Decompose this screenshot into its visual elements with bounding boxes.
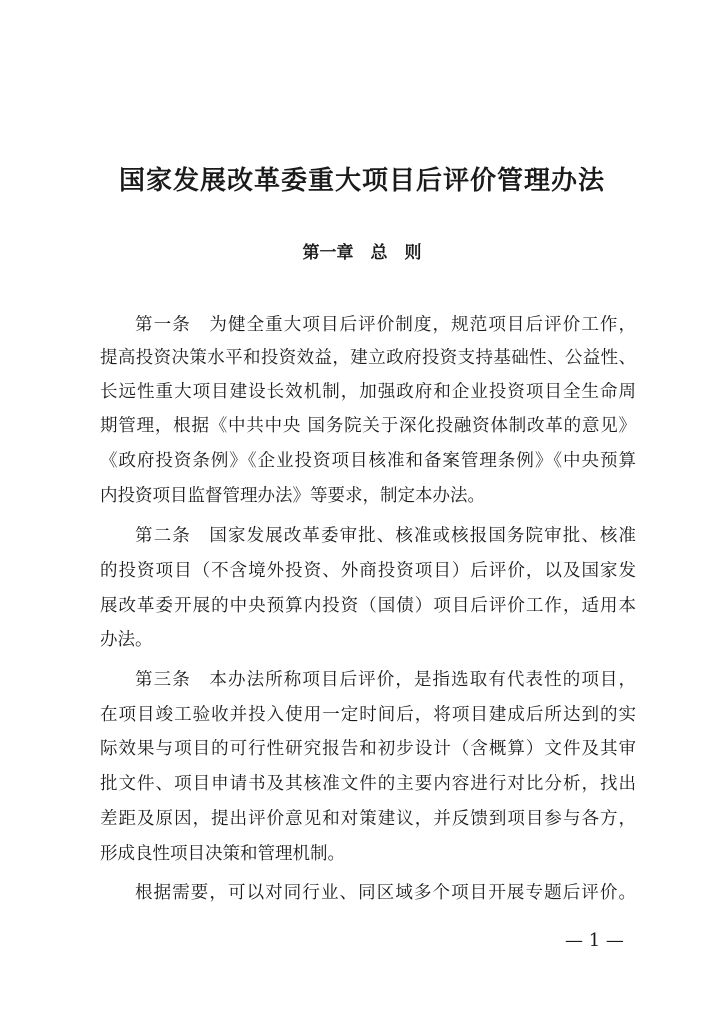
- article-1-line-4: 期管理，根据《中共中央 国务院关于深化投融资体制改革的意见》: [100, 416, 636, 436]
- article-1-line-6: 内投资项目监督管理办法》等要求，制定本办法。: [100, 486, 485, 506]
- article-3-line-1: 第三条 本办法所称项目后评价，是指选取有代表性的项目，: [135, 670, 637, 690]
- article-3-line-2: 在项目竣工验收并投入使用一定时间后，将项目建成后所达到的实: [100, 705, 636, 725]
- article-2-line-4: 办法。: [100, 630, 153, 650]
- article-1-label: 第一条: [135, 315, 191, 335]
- article-3-line-6: 形成良性项目决策和管理机制。: [100, 844, 345, 864]
- article-3-line-4: 批文件、项目申请书及其核准文件的主要内容进行对比分析，找出: [100, 774, 636, 794]
- page-number: — 1 —: [565, 930, 624, 951]
- article-2-label: 第二条: [135, 526, 191, 546]
- chapter-heading: 第一章 总 则: [302, 243, 422, 263]
- article-3-label: 第三条: [135, 670, 191, 690]
- article-2-line-3: 展改革委开展的中央预算内投资（国债）项目后评价工作，适用本: [100, 596, 636, 616]
- document-title: 国家发展改革委重大项目后评价管理办法: [118, 166, 605, 196]
- article-1-line-1: 第一条 为健全重大项目后评价制度，规范项目后评价工作，: [135, 315, 637, 335]
- article-2-line-2: 的投资项目（不含境外投资、外商投资项目）后评价，以及国家发: [100, 561, 636, 581]
- article-3-line-3: 际效果与项目的可行性研究报告和初步设计（含概算）文件及其审: [100, 739, 636, 759]
- article-1-line-3: 长远性重大项目建设长效机制，加强政府和企业投资项目全生命周: [100, 382, 636, 402]
- article-1-line-5: 《政府投资条例》《企业投资项目核准和备案管理条例》《中央预算: [100, 451, 636, 471]
- article-2-line-1: 第二条 国家发展改革委审批、核准或核报国务院审批、核准: [135, 526, 637, 546]
- paragraph-4: 根据需要，可以对同行业、同区域多个项目开展专题后评价。: [135, 883, 636, 903]
- article-1-line-2: 提高投资决策水平和投资效益，建立政府投资支持基础性、公益性、: [100, 348, 636, 368]
- article-3-line-5: 差距及原因，提出评价意见和对策建议，并反馈到项目参与各方，: [100, 809, 636, 829]
